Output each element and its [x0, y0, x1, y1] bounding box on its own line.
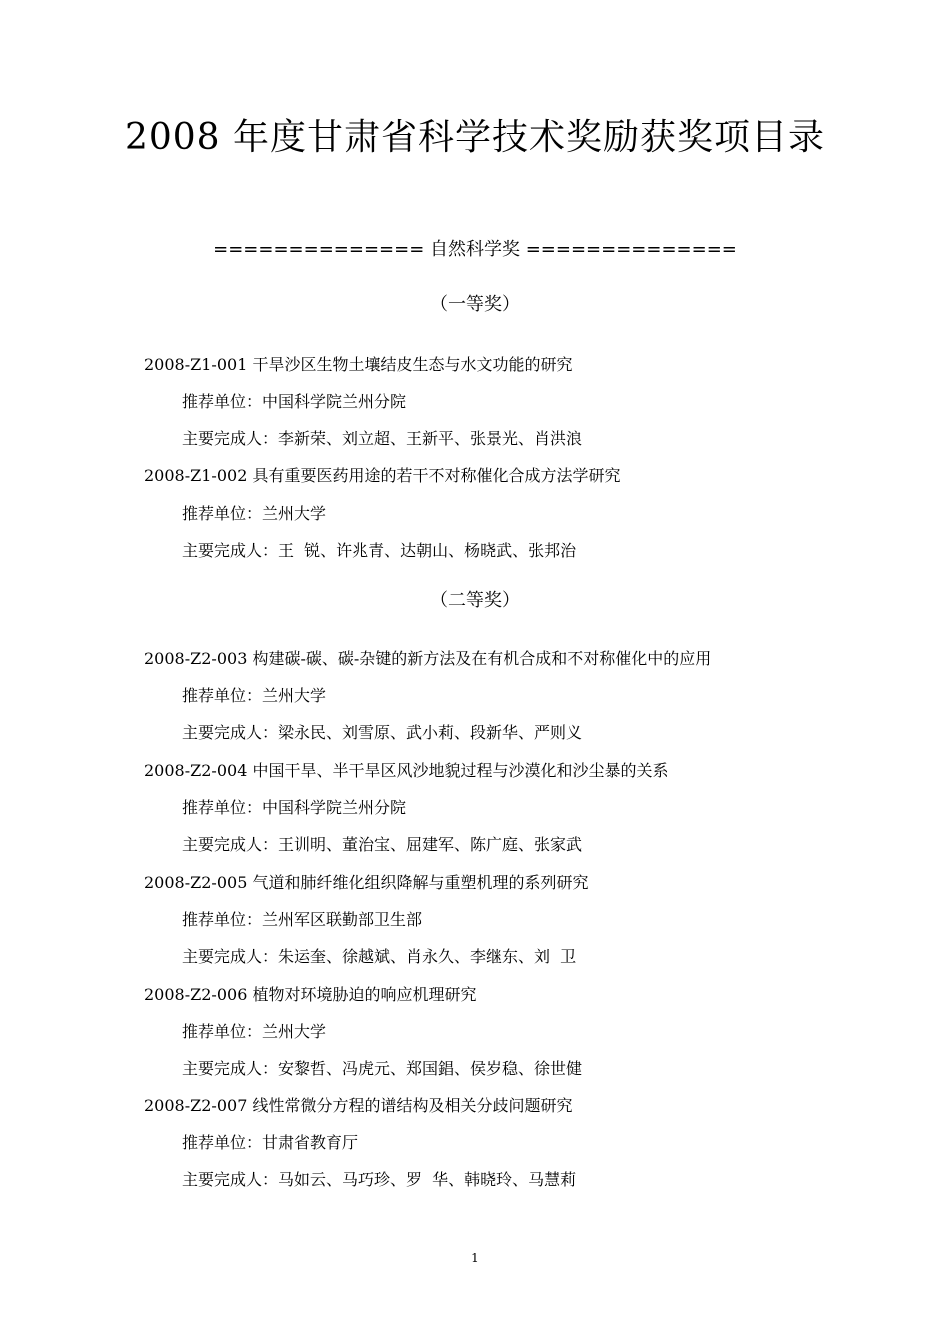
recommending-unit: 推荐单位：甘肃省教育厅 [182, 1133, 359, 1152]
main-contributors: 主要完成人：朱运奎、徐越斌、肖永久、李继东、刘 卫 [182, 947, 577, 966]
project-id: 2008-Z2-005 [144, 873, 248, 892]
main-contributors: 主要完成人：梁永民、刘雪原、武小莉、段新华、严则义 [182, 723, 583, 742]
project-id: 2008-Z2-006 [144, 985, 248, 1004]
project-id: 2008-Z2-003 [144, 649, 248, 668]
project-name: 具有重要医药用途的若干不对称催化合成方法学研究 [252, 466, 621, 485]
project-name: 中国干旱、半干旱区风沙地貌过程与沙漠化和沙尘暴的关系 [252, 761, 669, 780]
project-name: 干旱沙区生物土壤结皮生态与水文功能的研究 [252, 355, 573, 374]
project-title-line [144, 759, 668, 783]
main-contributors: 主要完成人：王 锐、许兆青、达朝山、杨晓武、张邦治 [182, 541, 577, 560]
category-heading: ============== 自然科学奖 ============== [213, 239, 737, 260]
page-title: 2008 年度甘肃省科学技术奖励获奖项目录 [124, 117, 826, 158]
project-id: 2008-Z2-007 [144, 1096, 248, 1115]
project-name: 线性常微分方程的谱结构及相关分歧问题研究 [252, 1096, 573, 1115]
main-contributors: 主要完成人：王训明、董治宝、屈建军、陈广庭、张家武 [182, 835, 583, 854]
main-contributors: 主要完成人：安黎哲、冯虎元、郑国錩、侯岁稳、徐世健 [182, 1059, 583, 1078]
project-title-line [144, 871, 588, 895]
recommending-unit: 推荐单位：兰州大学 [182, 1022, 327, 1041]
tier-heading-second: （二等奖） [430, 590, 520, 611]
recommending-unit: 推荐单位：中国科学院兰州分院 [182, 392, 407, 411]
recommending-unit: 推荐单位：中国科学院兰州分院 [182, 798, 407, 817]
project-name: 植物对环境胁迫的响应机理研究 [252, 985, 477, 1004]
main-contributors: 主要完成人：李新荣、刘立超、王新平、张景光、肖洪浪 [182, 429, 583, 448]
tier-heading-first: （一等奖） [430, 294, 520, 315]
project-title-line [144, 1094, 572, 1118]
project-title-line [144, 464, 620, 488]
recommending-unit: 推荐单位：兰州大学 [182, 504, 327, 523]
page-number: 1 [471, 1251, 479, 1265]
project-title-line [144, 353, 572, 377]
project-name: 构建碳-碳、碳-杂键的新方法及在有机合成和不对称催化中的应用 [252, 649, 712, 668]
project-id: 2008-Z2-004 [144, 761, 248, 780]
project-title-line [144, 983, 476, 1007]
project-name: 气道和肺纤维化组织降解与重塑机理的系列研究 [252, 873, 589, 892]
project-id: 2008-Z1-001 [144, 355, 248, 374]
main-contributors: 主要完成人：马如云、马巧珍、罗 华、韩晓玲、马慧莉 [182, 1170, 577, 1189]
project-title-line [144, 647, 711, 671]
recommending-unit: 推荐单位：兰州大学 [182, 686, 327, 705]
project-id: 2008-Z1-002 [144, 466, 248, 485]
recommending-unit: 推荐单位：兰州军区联勤部卫生部 [182, 910, 423, 929]
